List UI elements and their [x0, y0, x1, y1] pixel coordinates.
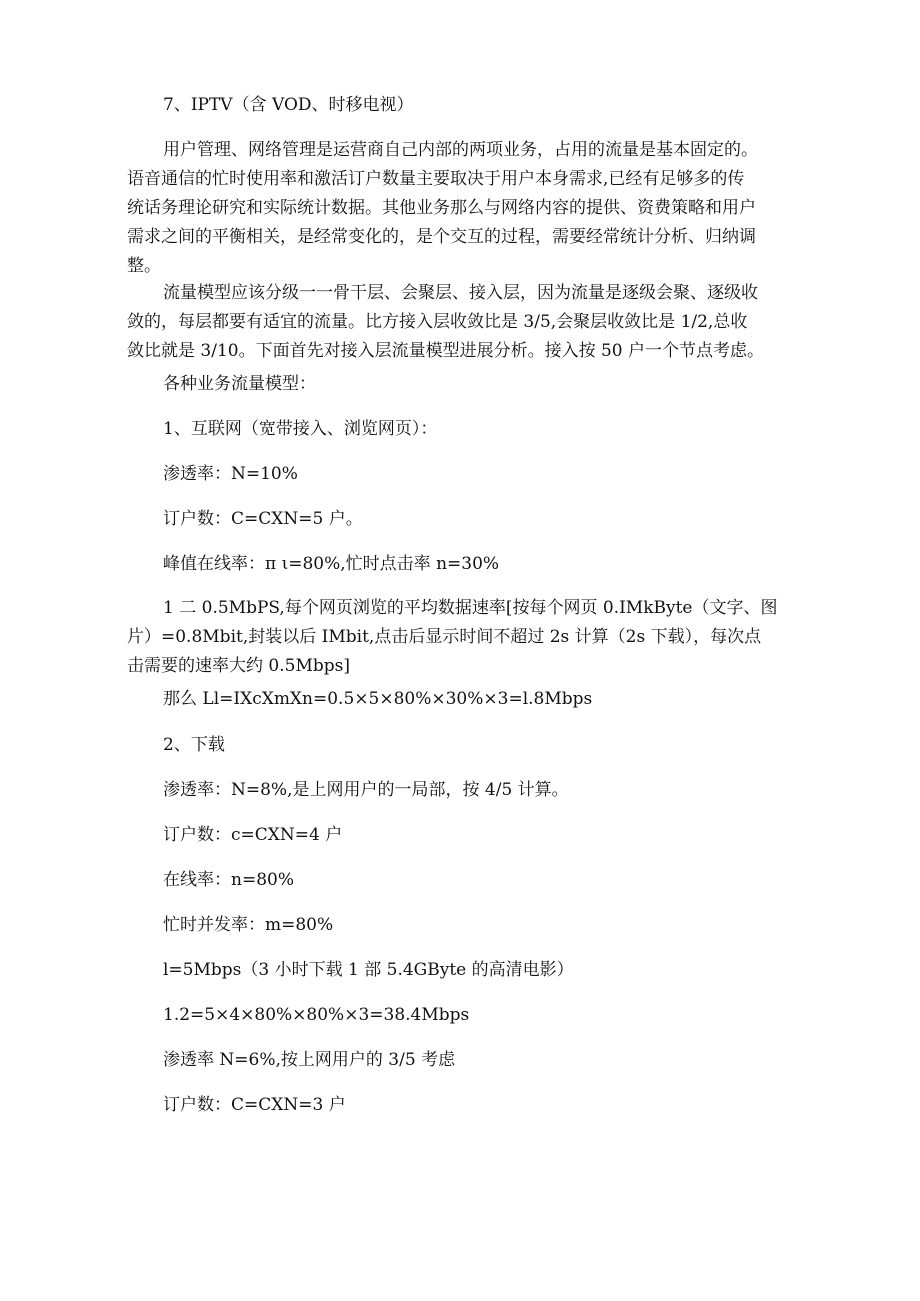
text-line: 片）=0.8Mbit,封装以后 IMbit,点击后显示时间不超过 2s 计算（2s 下载），每次点 — [127, 627, 762, 647]
item2-subscribers: 订户数：c=CXN=4 户 — [163, 825, 343, 845]
text-line: 1 二 0.5MbPS,每个网页浏览的平均数据速率[按每个网页 0.IMkByte（文字、图 — [163, 598, 778, 618]
paragraph-intro — [127, 136, 827, 281]
text-line: 需求之间的平衡相关，是经常变化的，是个交互的过程，需要经常统计分析、归纳调 — [127, 227, 756, 247]
text-line: 统话务理论研究和实际统计数据。其他业务那么与网络内容的提供、资费策略和用户 — [127, 198, 756, 218]
item2-rate: l=5Mbps（3 小时下载 1 部 5.4GByte 的高清电影） — [163, 960, 574, 980]
item3-penetration: 渗透率 N=6%,按上网用户的 3/5 考虑 — [163, 1050, 456, 1070]
item2-online-rate: 在线率：n=80% — [163, 870, 294, 890]
item2-title: 2、下载 — [163, 735, 225, 755]
text-line: 敛的，每层都要有适宜的流量。比方接入层收敛比是 3/5,会聚层收敛比是 1/2,总收 — [127, 312, 748, 332]
item1-peak-rate: 峰值在线率：π ι=80%,忙时点击率 n=30% — [163, 554, 500, 574]
text-line: 语音通信的忙时使用率和激活订户数量主要取决于用户本身需求,已经有足够多的传 — [127, 169, 745, 189]
item1-rate-paragraph — [127, 594, 827, 681]
item2-penetration: 渗透率：N=8%,是上网用户的一局部，按 4/5 计算。 — [163, 780, 569, 800]
item3-subscribers: 订户数：C=CXN=3 户 — [163, 1095, 346, 1115]
text-line: 敛比就是 3/10。下面首先对接入层流量模型进展分析。接入按 50 户一个节点考虑。 — [127, 341, 765, 361]
section-heading: 7、IPTV（含 VOD、时移电视） — [163, 95, 414, 115]
item1-title: 1、互联网（宽带接入、浏览网页）： — [163, 419, 438, 439]
paragraph-traffic-model — [127, 279, 827, 366]
item1-subscribers: 订户数：C=CXN=5 户。 — [163, 509, 363, 529]
text-line: 流量模型应该分级一一骨干层、会聚层、接入层，因为流量是逐级会聚、逐级收 — [163, 283, 758, 303]
item2-concurrency: 忙时并发率：m=80% — [163, 915, 334, 935]
section-title: 各种业务流量模型： — [163, 374, 316, 394]
item1-formula: 那么 Ll=IXcXmXn=0.5×5×80%×30%×3=l.8Mbps — [163, 689, 593, 709]
text-line: 整。 — [127, 256, 161, 276]
item2-formula: 1.2=5×4×80%×80%×3=38.4Mbps — [163, 1005, 470, 1025]
item1-penetration: 渗透率：N=10% — [163, 464, 298, 484]
text-line: 用户管理、网络管理是运营商自己内部的两项业务，占用的流量是基本固定的。 — [163, 140, 758, 160]
text-line: 击需要的速率大约 0.5Mbps] — [127, 656, 350, 676]
